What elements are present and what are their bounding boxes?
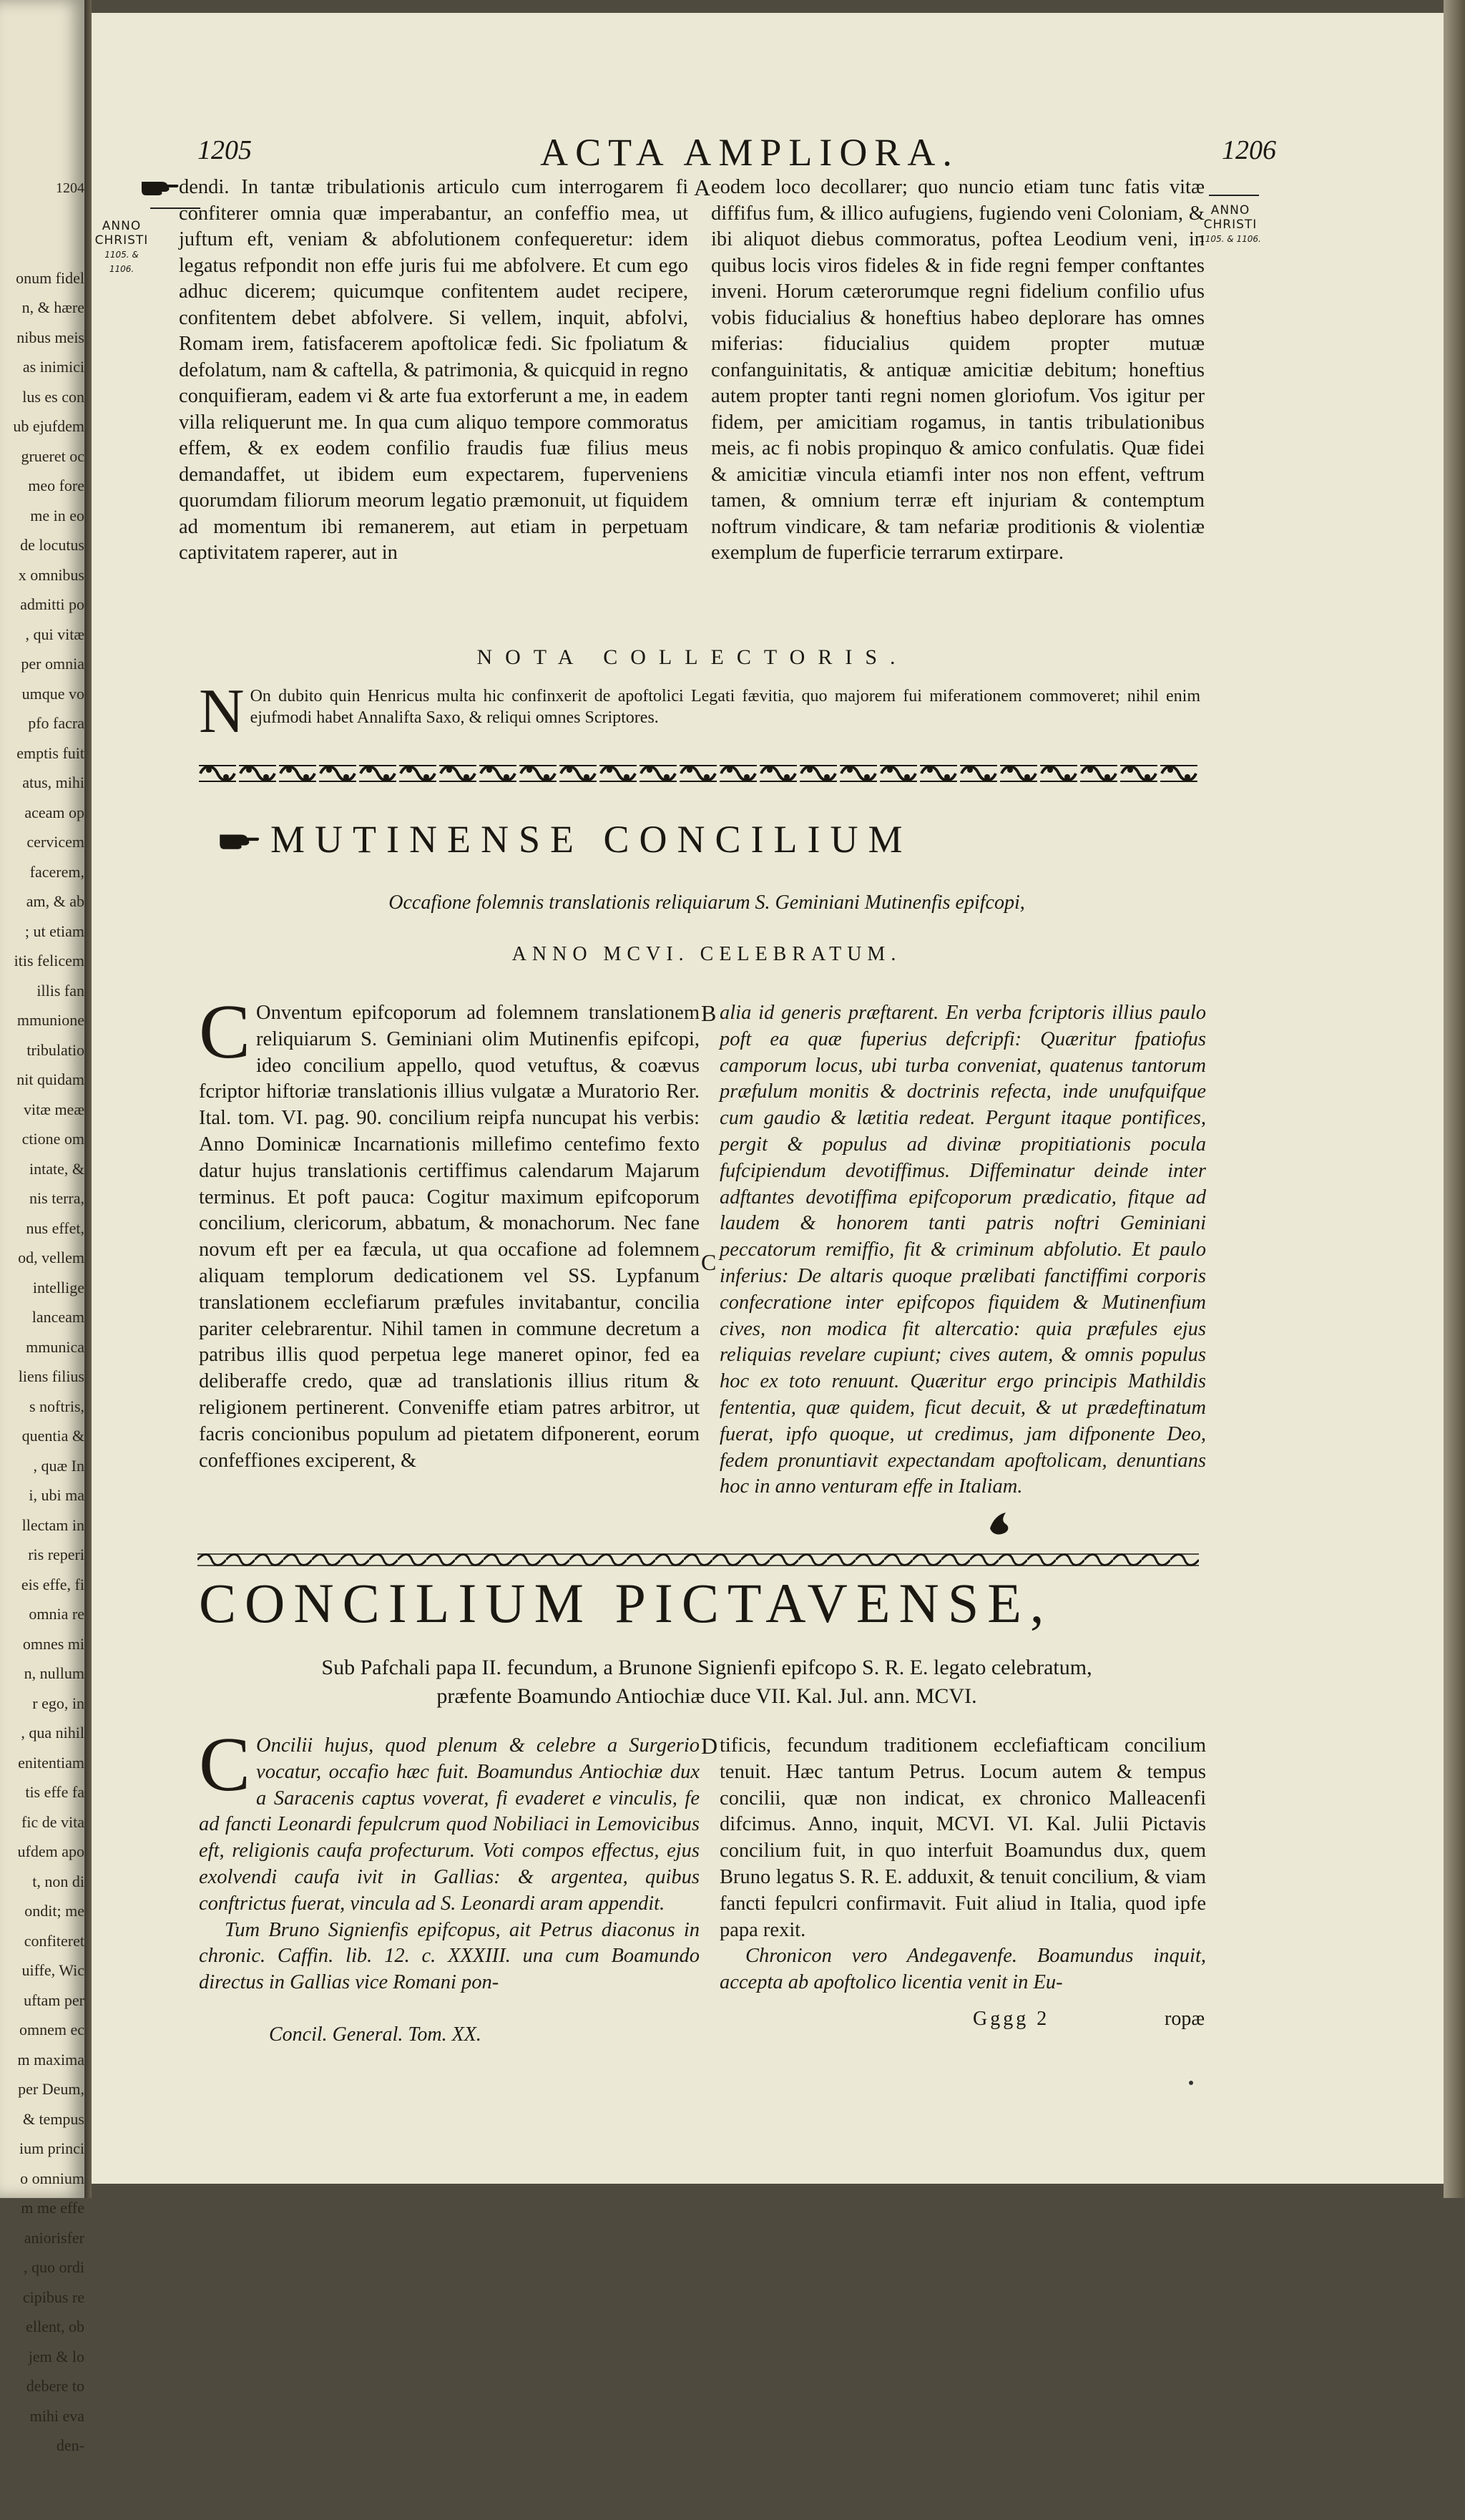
left-page-fragment: lanceam — [31, 1308, 84, 1326]
left-page-fragment: ctione om — [21, 1130, 84, 1148]
left-page-fragment: ; ut etiam — [24, 922, 84, 940]
nota-text — [199, 677, 1200, 746]
left-page-fragment: omnia re — [29, 1605, 84, 1623]
pointing-hand-icon-title — [217, 829, 262, 851]
left-page-fragment: n, nullum — [24, 1664, 84, 1682]
left-page-fragment: onum fidel — [16, 268, 84, 287]
left-page-fragment: ondit; me — [24, 1902, 84, 1920]
left-page-fragments — [1, 263, 84, 2461]
left-page-fragment: m maxima — [17, 2050, 84, 2069]
acta-col-left-text: dendi. In tantæ tribulationis articulo cum interrogarem fi confiterer omnia quæ imperabantur, an confeffio mea, ut juftum eft, veniam & abfolutionem confequeretur: idem legatus refpondit non effe juris fui me abfolvere. Et cum ego adhuc dicerem; quicumque confitentem audet recipere, confitentem debet abfolvere. Si vellem, inquit, abfolvi, Romam irem, fatisfacerem apoftolicæ fedi. Sic fpoliatum & defolatum, nam & caftella, & patrimonia, & quicquid in regno conquifieram, eadem vi & arte fua extorferunt a me, in eadem villa reliquerunt me. In qua cum aliquo tempore commoratus effem, & ex eodem confilio fraudis fuæ filius meus demandaffet, ut ibidem eum expectarem, fuperveniens quorumdam filiorum meorum legatio præmonuit, ut fiquidem ad momentum ibi remanerem, aut etiam in perpetuam captivitatem raperer, aut in — [179, 176, 688, 564]
left-page-fragment: fic de vita — [21, 1812, 84, 1831]
nota-heading: NOTA COLLECTORIS. — [476, 645, 908, 669]
left-page-fragment: t, non di — [32, 1872, 84, 1890]
pictavense-dropcap: C — [199, 1722, 251, 1807]
margin-note-left-years: 1105. & 1106. — [104, 250, 139, 274]
margin-note-right-anno: ANNO — [1210, 203, 1250, 218]
left-page-fragment: vitæ meæ — [24, 1100, 84, 1118]
pictavense-subtitle-1: Sub Pafchali papa II. fecundum, a Brunone Signienfi epifcopo S. R. E. legato celebratum, — [321, 1656, 1092, 1679]
signature-line: Concil. General. Tom. XX. — [269, 2023, 481, 2046]
pointing-hand-icon — [140, 176, 180, 197]
left-page-fragment: ub ejufdem — [13, 417, 84, 435]
pictavense-col-left-p2: Tum Bruno Signienfis epifcopus, ait Petrus diaconus in chronic. Caffin. lib. 12. c. XXXIII. una cum Boamundo directus in Gallias vice Romani pon- — [199, 1918, 700, 1994]
pictavense-col-left — [199, 1722, 700, 1996]
left-page-fragment: enitentiam — [18, 1753, 84, 1772]
left-page-text — [1, 114, 84, 2520]
left-page-fragment: & tempus — [22, 2109, 84, 2128]
running-title: ACTA AMPLIORA. — [540, 131, 959, 174]
left-page-fragment: intellige — [32, 1278, 84, 1296]
left-page-fragment: ellent, ob — [26, 2318, 84, 2335]
nota-dropcap: N — [199, 677, 245, 746]
nota-text-body: On dubito quin Henricus multa hic confinxerit de apoftolici Legati fævitia, quo majorem fui miferationem commoveret; nihil enim ejufmodi habet Annalifta Saxo, & reliqui omnes Scriptores. — [250, 687, 1200, 727]
left-page-fragment: , qui vitæ — [25, 625, 84, 643]
left-page-fragment: x omnibus — [18, 565, 84, 584]
pictavense-col-right — [720, 1733, 1206, 1996]
left-page-fragment: i, ubi ma — [29, 1486, 84, 1504]
left-page-fragment: meo fore — [28, 477, 84, 494]
left-page-fragment: n, & hære — [21, 298, 84, 316]
left-page-fragment: mmunione — [16, 1011, 84, 1029]
left-page-fragment: aceam op — [24, 803, 84, 821]
hand-fleuron-icon — [984, 1507, 1016, 1538]
catchword: ropæ — [1165, 2008, 1205, 2030]
page-number-left: 1205 — [197, 135, 252, 165]
left-page-fragment: admitti po — [20, 595, 84, 613]
page-right-edge — [1444, 0, 1465, 2198]
left-page-fragment: uftam per — [24, 1991, 84, 2009]
running-head — [92, 131, 1444, 180]
left-page-fragment: confiteret — [24, 1931, 84, 1950]
left-page-fragment: emptis fuit — [16, 743, 84, 762]
left-page-fragment: llectam in — [21, 1515, 84, 1534]
page-number-right: 1206 — [1222, 135, 1276, 165]
ink-speck — [1189, 2081, 1193, 2085]
mutinense-date-line: ANNO MCVI. CELEBRATUM. — [511, 943, 902, 965]
ornament-border — [197, 761, 1199, 786]
left-page-fragment: de locutus — [20, 536, 84, 554]
marker-a: A — [694, 175, 711, 200]
pictavense-col-left-p1: Oncilii hujus, quod plenum & celebre a Surgerio vocatur, occafio hæc fuit. Boamundus Antiochiæ dux a Saracenis captus voverat, fi evaderet e vinculis, fe ad fancti Leonardi fepulcrum quod Nobiliaci in Lemovicibus eft, religionis caufa profecturum. Voti compos effectus, ejus exolvendi caufa ivit in Gallias: & argentea, quibus conftrictus fuerat, vincula ad S. Leonardi aram appendit. — [199, 1734, 700, 1915]
left-page-fragment: nit quidam — [16, 1070, 84, 1088]
left-page-fragment: eis effe, fi — [21, 1575, 84, 1593]
pictavense-subtitle-2: præfente Boamundo Antiochiæ duce VII. Kal. Jul. ann. MCVI. — [436, 1684, 977, 1708]
book-gutter — [84, 0, 92, 2198]
acta-col-left — [179, 175, 688, 567]
left-page-fragment: ium princi — [19, 2139, 84, 2157]
pictavense-title: CONCILIUM PICTAVENSE, — [199, 1572, 1053, 1634]
acta-col-right — [711, 175, 1205, 567]
mutinense-dropcap: C — [199, 990, 251, 1075]
ornament-border-middle — [197, 1551, 1199, 1568]
left-page-fragment: illis fan — [36, 981, 84, 1000]
mutinense-col-right-text: alia id generis præftarent. En verba fcriptoris illius paulo poft ea quæ fuperius defcripfi: Quæritur fpatiofus camporum locus, ubi turba conveniat, quatenus tantorum præfulum monitis & doctrinis refecta, inde unufquifque cum gaudio & lætitia redeat. Pergunt itaque pontifices, pergit & populus ad divinæ propitiationis pocula fufcipiendum devotiffimus. Diffeminatur deinde inter adftantes devotiffima epifcoporum prædicatio, fitque ad laudem & honorem tanti patris noftri Geminiani peccatorum remiffio, fit & criminum abfolutio. Et paulo inferius: De altaris quoque prælibati fanctiffimi corporis confecratione inter epifcopos fiquidem & Mutinenfium cives, non modica fit altercatio: quia præfules ejus reliquias revelare cupiunt; cives autem, & omnis populus hoc ex toto renuunt. Quæritur ergo principis Mathildis fententia, quæ quidem, ficut decuit, & ut prædeftinatum fuerat, ipfo quoque, ut credimus, jam difponente Deo, fedem pronuntiavit expectandam apoftolicam, denuntians hoc in anno venturam effe in Italiam. — [720, 1002, 1206, 1498]
left-page-fragment: facerem, — [29, 862, 84, 881]
left-page-fragment: mihi eva — [29, 2406, 84, 2425]
left-page-fragment: , quo ordi — [24, 2258, 84, 2276]
mutinense-col-left-text: Onventum epifcoporum ad folemnem translationem reliquiarum S. Geminiani olim Mutinenfis epifcopi, ideo concilium appello, quod vetuftus, & coævus fcriptor hiftoriæ translationis illius vulgatæ a Muratorio Rer. Ital. tom. VI. pag. 90. concilium reipfa nuncupat his verbis: Anno Dominicæ Incarnationis millefimo centefimo fexto datur hujus translationis certiffimus calendarum Majarum terminus. Et poft pauca: Cogitur maximum epifcoporum concilium, clericorum, abbatum, & monachorum. Nec fane novum eft per ea fæcula, ut qua occafione ad folemnem aliquam templorum dedicationem vel SS. Lypfanum translationem ecclefiarum præfules invitabantur, concilia pariter celebrarentur. Nihil tamen in commune decretum a patribus illis quod perpetua lege maneret opinor, fed ea deliberaffe credo, quæ ad translationis illius ritum & religionem pertinerent. Conveniffe etiam patres arbitror, ut facris concionibus populum ad pietatem difponerent, eorum confeffiones exciperent, & — [199, 1002, 700, 1472]
left-page-fragment: as inimici — [22, 358, 84, 376]
marker-d: D — [701, 1733, 718, 1759]
left-page-fragment: umque vo — [21, 684, 84, 703]
margin-note-left-christi: CHRISTI — [94, 233, 149, 248]
left-page-fragment: uiffe, Wic — [21, 1961, 84, 1979]
pictavense-col-right-p2: Chronicon vero Andegavenfe. Boamundus inquit, accepta ab apoftolico licentia venit in Eu- — [720, 1945, 1206, 1994]
left-page-fragment: jem & lo — [28, 2347, 84, 2365]
gathering-mark: Gggg 2 — [973, 2008, 1050, 2030]
mutinense-subtitle: Occafione folemnis translationis reliquiarum S. Geminiani Mutinenfis epifcopi, — [388, 892, 1025, 914]
left-page-fragment: liens filius — [18, 1367, 84, 1385]
left-page-fragment: ufdem apo — [17, 1842, 84, 1860]
left-page-fragment: od, vellem — [18, 1249, 84, 1266]
left-page-fragment: debere to — [26, 2377, 84, 2395]
mutinense-col-left — [199, 990, 700, 1474]
left-page-fragment: intate, & — [29, 1159, 84, 1178]
left-page-fragment: r ego, in — [32, 1694, 84, 1712]
margin-note-left — [94, 219, 149, 276]
left-page-fragment: cipibus re — [22, 2287, 84, 2306]
margin-note-right-years: 1105. & 1106. — [1200, 234, 1261, 244]
left-page-fragment: omnes mi — [22, 1634, 84, 1653]
pictavense-col-right-p1: tificis, fecundum traditionem ecclefiafticam concilium tenuit. Hæc tantum Petrus. Locum autem & tempus concilii, quæ non indicat, ex chronico Malleacenfi difcimus. Anno, inquit, MCVI. VI. Kal. Julii Pictavis concilium fuit, in quo interfuit Boamundus dux, quem Bruno legatus S. R. E. adduxit, & tenuit concilium, & viam fancti fepulcri confirmavit. Fuit aliud in Italia, quod ipfe papa rexit. — [720, 1734, 1206, 1941]
left-page-fragment: den- — [56, 2436, 84, 2454]
left-page-fragment: , quæ In — [33, 1456, 84, 1475]
left-page-fragment: per omnia — [21, 655, 84, 673]
left-page-fragment: pfo facra — [28, 714, 84, 732]
mutinense-col-right — [720, 1000, 1206, 1500]
left-page-fragment: am, & ab — [26, 892, 84, 910]
left-page-fragment: tribulatio — [26, 1040, 84, 1059]
margin-note-right-christi: CHRISTI — [1203, 218, 1258, 232]
left-page-fragment: grueret oc — [21, 446, 84, 465]
acta-col-right-text: eodem loco decollarer; quo nuncio etiam tunc fatis vitæ diffifus fum, & illico aufugiens, fugiendo veni Coloniam, & ibi aliquot diebus commoratus, poftea Leodium veni, in quibus locis viros fideles & in fide regni femper conftantes inveni. Horum cæterorumque regni fidelium confilio ufus vobis fiducialius & honeftius habeo deplorare has omnes miferias: fiducialius quidem propter mutuæ confanguinitatis, & antiquæ amicitiæ debitum; honeftius autem propter tanti regni nomen gloriofum. Vos igitur per fidem, per amicitiam rogamus, in tantis tribulationibus meis, ac fi nobis propinquo & amico confulatis. Quæ fidei & amicitiæ vincula etiamfi inter nos non effent, veftrum tamen, & omnium terræ eft injuriam & contemptum noftrum vindicare, & tam nefariæ proditionis & violentiæ exemplum de fuperficie terrarum extirpare. — [711, 176, 1205, 564]
left-page-fragment: nis terra, — [29, 1189, 84, 1207]
margin-dash-right — [1209, 187, 1259, 201]
left-page-fragment: o omnium — [20, 2169, 84, 2187]
marker-b: B — [701, 1000, 717, 1026]
margin-note-right — [1197, 203, 1263, 246]
left-page-fragment: omnem ec — [19, 2021, 84, 2038]
left-page-fragment: tis effe fa — [25, 1783, 84, 1801]
left-page-edge — [0, 0, 84, 2454]
left-page-fragment: cervicem — [26, 833, 84, 851]
left-page-fragment: , qua nihil — [21, 1724, 84, 1742]
left-page-fragment: lus es con — [22, 387, 84, 406]
left-page-fragment: m me effe — [21, 2199, 84, 2217]
left-page-fragment: quentia & — [21, 1427, 84, 1445]
left-page-fragment: ris reperi — [28, 1545, 84, 1563]
left-page-fragment: s noftris, — [29, 1397, 84, 1415]
marker-c: C — [701, 1249, 717, 1275]
ornament-border-top — [197, 761, 1199, 786]
left-page-number: 1204 — [56, 180, 84, 196]
left-page-fragment: nus effet, — [26, 1219, 84, 1237]
left-page-fragment: itis felicem — [14, 952, 84, 970]
left-page-fragment: per Deum, — [18, 2080, 84, 2098]
ornament-border-2 — [197, 1551, 1199, 1568]
page — [92, 13, 1444, 2184]
left-page-fragment: aniorisfer — [24, 2228, 84, 2247]
left-page-fragment: me in eo — [30, 506, 84, 524]
left-page-fragment: mmunica — [26, 1337, 84, 1356]
left-page-fragment: nibus meis — [16, 328, 84, 346]
margin-note-left-anno: ANNO — [102, 219, 142, 233]
left-page-fragment: atus, mihi — [22, 773, 84, 791]
mutinense-title: MUTINENSE CONCILIUM — [270, 818, 913, 861]
